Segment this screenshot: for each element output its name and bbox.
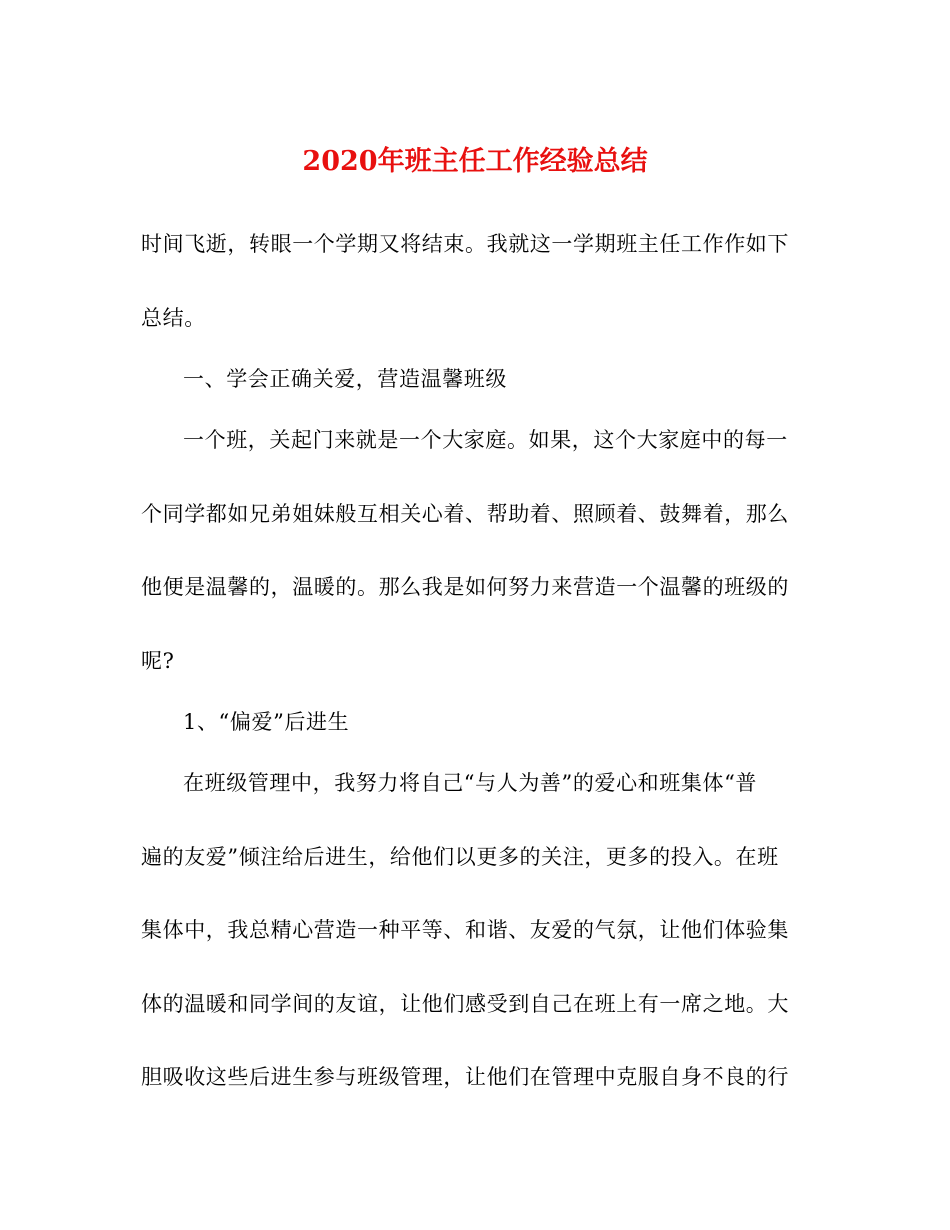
text-line: 时间飞逝，转眼一个学期又将结束。我就这一学期班主任工作作如下 xyxy=(141,232,789,256)
text-line: 集体中，我总精心营造一种平等、和谐、友爱的气氛，让他们体验集 xyxy=(141,918,789,942)
text-line: 体的温暖和同学间的友谊，让他们感受到自己在班上有一席之地。大 xyxy=(141,992,789,1016)
text-line: 总结。 xyxy=(141,306,206,330)
subsection-heading: 1、“偏爱”后进生 xyxy=(183,710,350,734)
text-line: 一个班，关起门来就是一个大家庭。如果，这个大家庭中的每一 xyxy=(183,428,788,452)
document-title: 2020年班主任工作经验总结 xyxy=(302,146,648,177)
section-heading: 一、学会正确关爱，营造温馨班级 xyxy=(183,367,507,391)
text-line: 遍的友爱”倾注给后进生，给他们以更多的关注，更多的投入。在班 xyxy=(141,845,779,869)
text-line: 个同学都如兄弟姐妹般互相关心着、帮助着、照顾着、鼓舞着，那么 xyxy=(141,502,789,526)
text-line: 呢? xyxy=(141,649,175,673)
text-line: 胆吸收这些后进生参与班级管理，让他们在管理中克服自身不良的行 xyxy=(141,1065,789,1089)
text-line: 在班级管理中，我努力将自己“与人为善”的爱心和班集体“普 xyxy=(183,771,758,795)
text-line: 他便是温馨的，温暖的。那么我是如何努力来营造一个温馨的班级的 xyxy=(141,575,789,599)
